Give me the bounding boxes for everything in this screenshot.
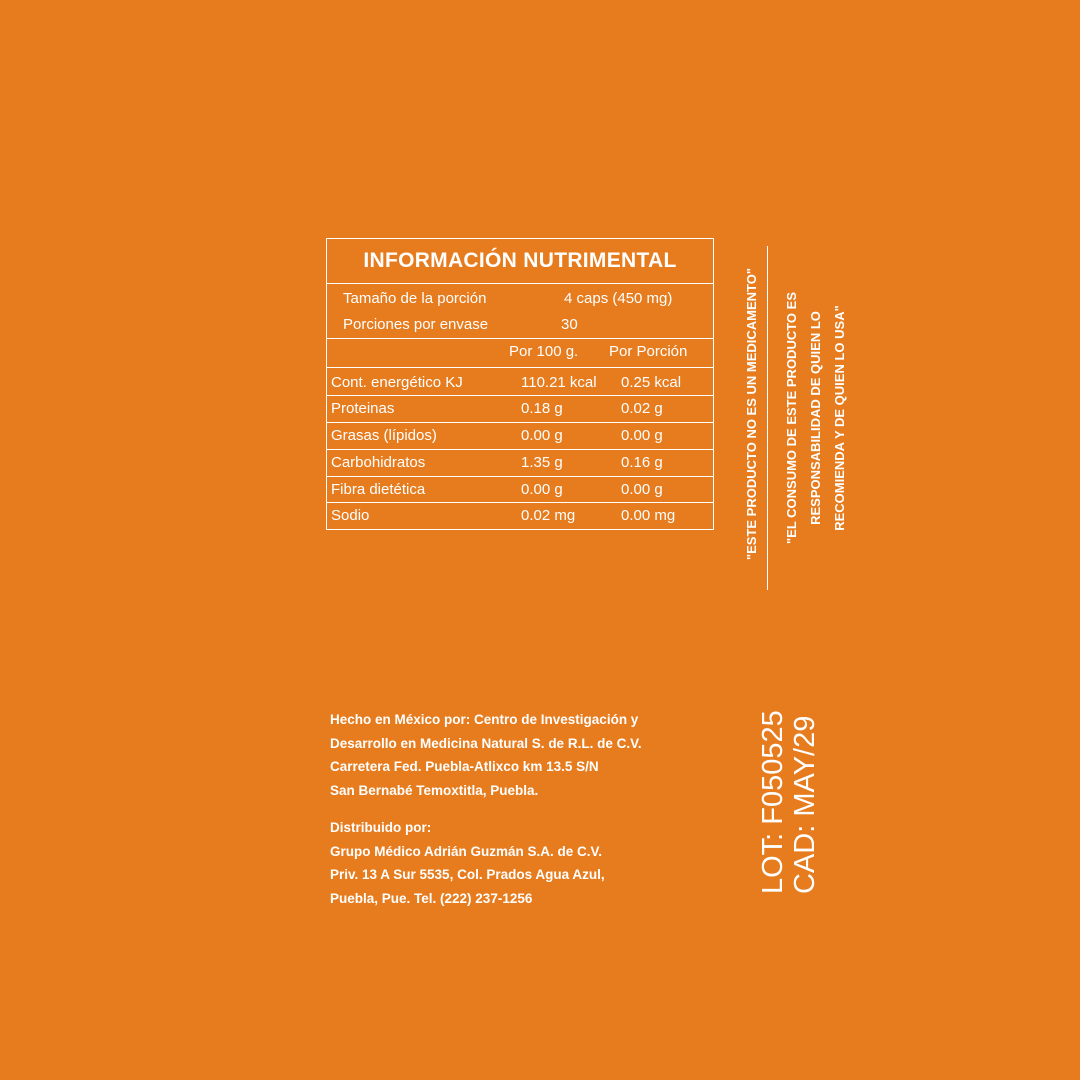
nutrient-per-serving: 0.25 kcal xyxy=(621,374,682,391)
serving-size-label: Tamaño de la porción xyxy=(343,290,487,307)
distributor-line1: Grupo Médico Adrián Guzmán S.A. de C.V. xyxy=(330,843,603,859)
distributor-line3: Puebla, Pue. Tel. (222) 237-1256 xyxy=(330,890,533,906)
nutrient-per100: 0.18 g xyxy=(521,400,563,417)
serving-size-value: 4 caps (450 mg) xyxy=(564,290,673,307)
nutrition-title: INFORMACIÓN NUTRIMENTAL xyxy=(363,249,677,272)
made-in-line4: San Bernabé Temoxtitla, Puebla. xyxy=(330,782,539,798)
column-per-100g: Por 100 g. xyxy=(509,343,579,360)
distributor-line2: Priv. 13 A Sur 5535, Col. Prados Agua Azul, xyxy=(330,867,605,882)
legend-rule xyxy=(767,246,768,590)
manufacturer-info xyxy=(330,708,730,910)
nutrient-per100: 0.00 g xyxy=(521,481,563,498)
nutrient-per-serving: 0.02 g xyxy=(621,400,663,417)
nutrient-row xyxy=(327,423,713,449)
responsibility-legend-line2: RESPONSABILIDAD DE QUIEN LO xyxy=(808,311,823,525)
nutrient-row xyxy=(327,503,713,529)
nutrient-per100: 0.02 mg xyxy=(521,507,576,524)
made-in-line1: Centro de Investigación y xyxy=(470,712,639,727)
nutrition-facts-panel xyxy=(326,238,714,530)
responsibility-legend-line1: "EL CONSUMO DE ESTE PRODUCTO ES xyxy=(784,292,799,544)
responsibility-legend-line3: RECOMIENDA Y DE QUIEN LO USA" xyxy=(832,305,847,531)
nutrient-per-serving: 0.16 g xyxy=(621,454,663,471)
nutrient-per-serving: 0.00 mg xyxy=(621,507,676,524)
column-per-serving: Por Porción xyxy=(609,343,688,360)
made-in-line2: Desarrollo en Medicina Natural S. de R.L. de C.V. xyxy=(330,735,642,751)
nutrient-row xyxy=(327,370,713,396)
nutrient-per-serving: 0.00 g xyxy=(621,481,663,498)
nutrient-name: Sodio xyxy=(331,507,370,524)
servings-label: Porciones por envase xyxy=(343,316,489,333)
made-in-label: Hecho en México por: xyxy=(330,712,471,727)
nutrient-name: Cont. energético KJ xyxy=(331,374,463,391)
not-medicine-legend: "ESTE PRODUCTO NO ES UN MEDICAMENTO" xyxy=(744,267,759,561)
nutrient-per100: 1.35 g xyxy=(521,454,563,471)
nutrient-name: Fibra dietética xyxy=(331,481,426,498)
expiry-date: CAD: MAY/29 xyxy=(789,715,821,894)
lot-number: LOT: F050525 xyxy=(757,710,789,894)
nutrient-row xyxy=(327,450,713,476)
nutrient-per100: 0.00 g xyxy=(521,427,563,444)
nutrient-name: Grasas (lípidos) xyxy=(331,427,437,444)
title-divider xyxy=(327,283,713,284)
made-in-line3: Carretera Fed. Puebla-Atlixco km 13.5 S/N xyxy=(330,759,599,774)
nutrient-name: Proteinas xyxy=(331,400,395,417)
nutrient-row xyxy=(327,477,713,503)
nutrient-per100: 110.21 kcal xyxy=(521,374,597,391)
nutrient-name: Carbohidratos xyxy=(331,454,426,471)
header-divider xyxy=(327,367,713,368)
nutrient-row xyxy=(327,396,713,422)
nutrient-per-serving: 0.00 g xyxy=(621,427,663,444)
distributor-label: Distribuido por: xyxy=(330,820,432,835)
serving-divider xyxy=(327,338,713,339)
servings-value: 30 xyxy=(561,316,578,333)
